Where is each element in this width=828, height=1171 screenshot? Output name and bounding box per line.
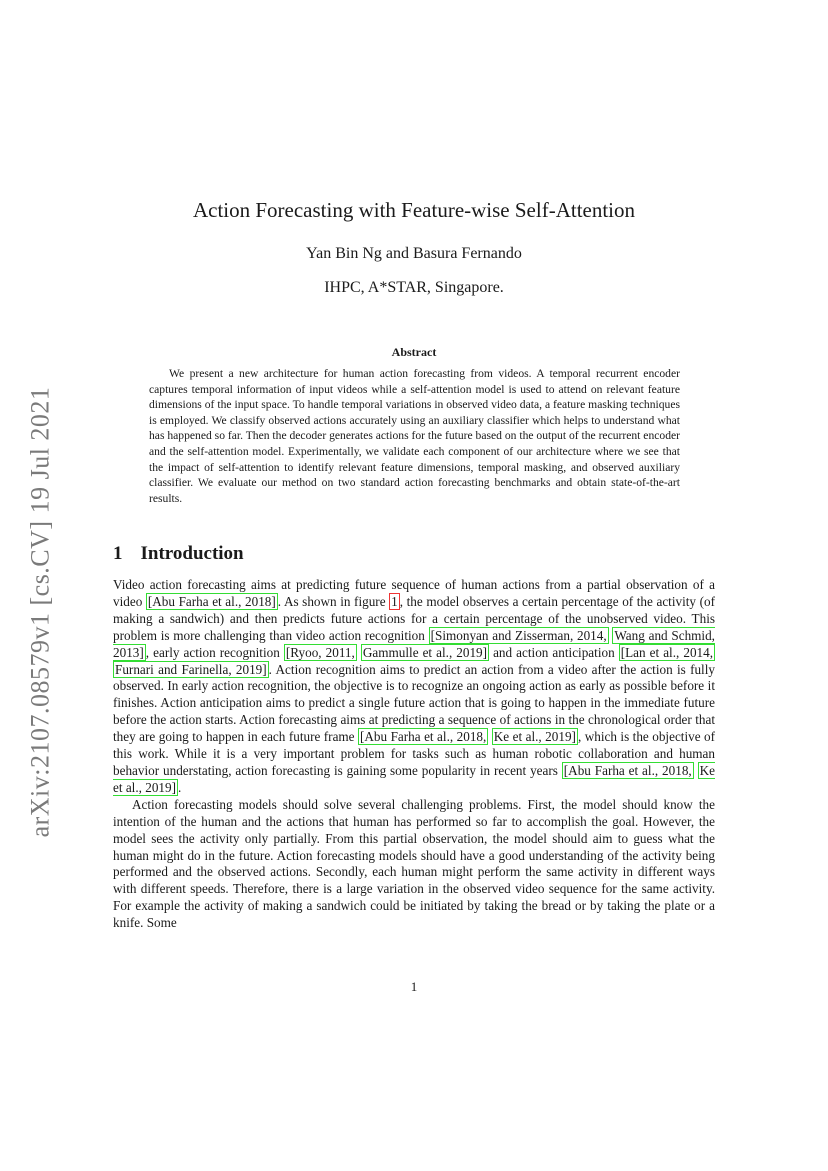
- paper-affiliation: IHPC, A*STAR, Singapore.: [324, 279, 504, 296]
- citation-link[interactable]: Furnari and Farinella, 2019]: [115, 661, 267, 677]
- citation-link[interactable]: [Abu Farha et al., 2018]: [147, 593, 276, 609]
- text-run: Video action forecasting aims at predicting future sequence of human actions from a partial observation of a video: [113, 577, 715, 609]
- text-run: . Action recognition aims to predict an action from a video after the action is fully observed. In early action recognition, the objective is to recognize an ongoing action as early as possible before it finishes. Action anticipation aims to predict a single future action that is going to happen in the immediate future before the action starts. Action forecasting aims at predicting a sequence of actions in the chronological order that they are going to happen in each future frame: [113, 661, 715, 745]
- paragraph-2: Action forecasting models should solve several challenging problems. First, the model should know the intention of the human and the actions that human has performed so far to accomplish the goal. However, the model sees the activity only partially. From this partial observation, the model should aim to guess what the human might do in the future. Action forecasting models should have a good understanding of the activity being performed and the observed actions. Secondly, each human might perform the same activity in different ways with different speeds. Therefore, there is a large variation in the observed video sequence for the same activity. For example the activity of making a sandwich could be initiated by taking the bread or by taking the plate or a knife. Some: [113, 796, 715, 931]
- citation-link[interactable]: [Ryoo, 2011,: [285, 644, 355, 660]
- arxiv-identifier: arXiv:2107.08579v1 [cs.CV] 19 Jul 2021: [25, 386, 55, 838]
- citation-link[interactable]: [Lan et al., 2014,: [620, 644, 714, 660]
- citation-link[interactable]: Gammulle et al., 2019]: [362, 644, 488, 660]
- abstract-body: We present a new architecture for human action forecasting from videos. A temporal recurrent encoder captures temporal information of input videos while a self-attention model is used to attend on relevant feature dimensions of the input space. To handle temporal variations in observed video data, a feature masking techniques is employed. We classify observed actions accurately using an auxiliary classifier which helps to understand what has happened so far. Then the decoder generates actions for the future based on the output of the recurrent encoder and the self-attention model. Experimentally, we validate each component of our architecture where we see that the impact of self-attention to identify relevant feature dimensions, temporal masking, and observed auxiliary classifier. We evaluate our method on two standard action forecasting benchmarks and obtain state-of-the-art results.: [149, 367, 680, 505]
- introduction-body: [113, 577, 715, 932]
- text-run: and action anticipation: [489, 644, 619, 660]
- citation-link[interactable]: [Abu Farha et al., 2018,: [563, 762, 692, 778]
- citation-link[interactable]: [Simonyan and Zisserman, 2014,: [430, 627, 607, 643]
- figure-ref-link[interactable]: 1: [391, 593, 398, 609]
- page-number: 1: [410, 979, 418, 994]
- text-run: , the model observes a certain percentage of the activity (of making a sandwich) and then predicts future actions for a certain percentage of the unobserved video. This problem is more challenging than video action recognition: [113, 593, 715, 643]
- citation-link[interactable]: [Abu Farha et al., 2018,: [360, 729, 487, 745]
- text-run: , early action recognition: [145, 644, 284, 660]
- section-heading: [113, 543, 244, 565]
- arxiv-sidebar: [20, 372, 60, 852]
- text-run: , which is the objective of this work. While it is a very important problem for tasks such as human robotic collaboration and human behavior understating, action forecasting is gaining some popularity in recent years: [113, 729, 716, 778]
- text-run: .: [178, 779, 182, 795]
- section-title: Introduction: [140, 543, 244, 564]
- paper-authors: Yan Bin Ng and Basura Fernando: [306, 245, 522, 262]
- citation-link[interactable]: Ke et al., 2019]: [493, 729, 576, 745]
- citation-link[interactable]: Wang and Schmid, 2013]: [113, 627, 715, 660]
- abstract-heading: Abstract: [391, 345, 437, 359]
- text-run: . As shown in figure: [277, 593, 390, 609]
- citation-link[interactable]: Ke et al., 2019]: [113, 762, 716, 795]
- paper-title: Action Forecasting with Feature-wise Self-Attention: [192, 198, 636, 222]
- paragraph-1: [113, 577, 715, 797]
- section-number: 1: [113, 543, 123, 564]
